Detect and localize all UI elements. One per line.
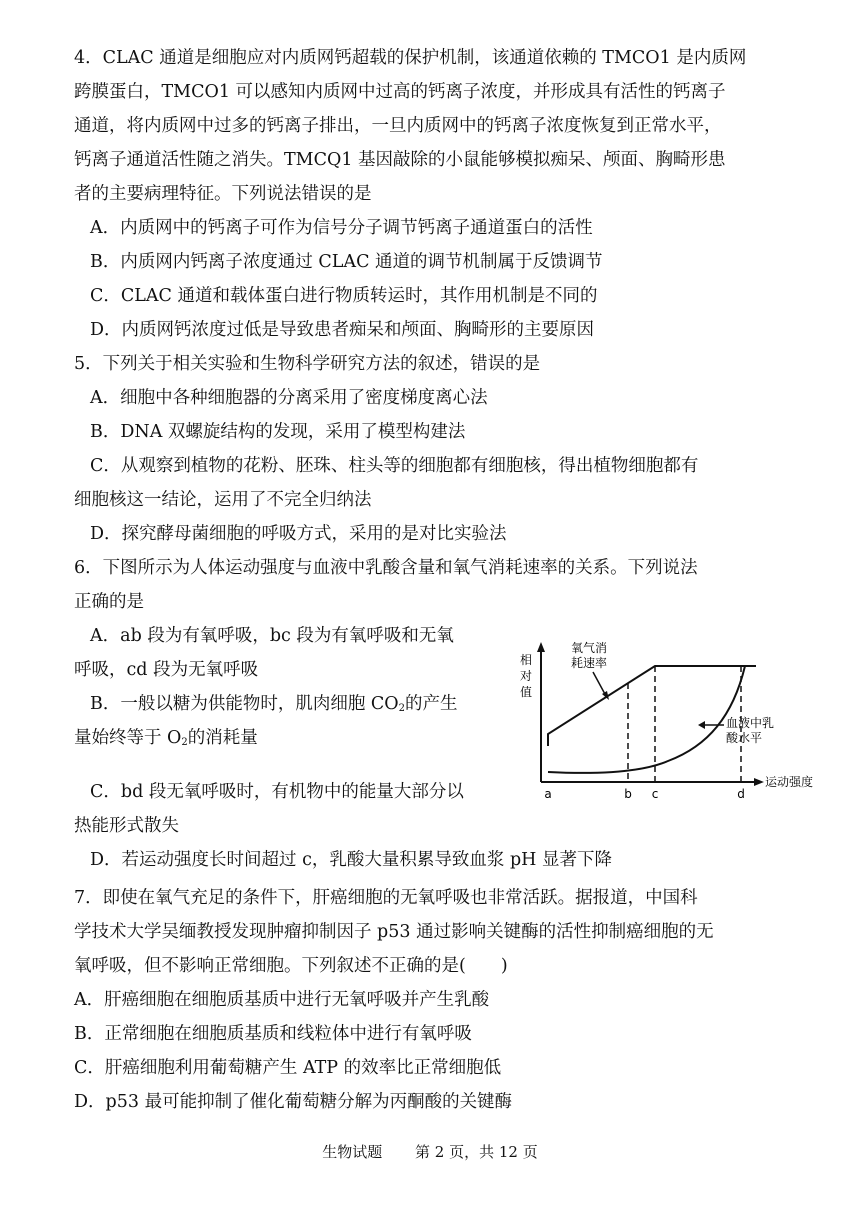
q4-stem-line-4: 钙离子通道活性随之消失。TMCQ1 基因敲除的小鼠能够模拟痴呆、颅面、胸畸形患 bbox=[74, 150, 726, 170]
lactate-pointer-head bbox=[698, 721, 705, 729]
q6-option-b-line-2 bbox=[74, 726, 258, 755]
q5-stem: 5．下列关于相关实验和生物科学研究方法的叙述，错误的是 bbox=[74, 354, 541, 374]
q5-option-c-line-2: 细胞核这一结论，运用了不完全归纳法 bbox=[74, 490, 372, 510]
q6-stem-line-1: 6．下图所示为人体运动强度与血液中乳酸含量和氧气消耗速率的关系。下列说法 bbox=[74, 558, 698, 578]
q7-option-a: A．肝癌细胞在细胞质基质中进行无氧呼吸并产生乳酸 bbox=[74, 990, 490, 1010]
q4-option-a: A．内质网中的钙离子可作为信号分子调节钙离子通道蛋白的活性 bbox=[90, 218, 593, 238]
o2-subscript: 2 bbox=[181, 737, 188, 748]
q5-option-d: D．探究酵母菌细胞的呼吸方式，采用的是对比实验法 bbox=[90, 524, 507, 544]
q4-stem-line-2: 跨膜蛋白，TMCO1 可以感知内质网中过高的钙离子浓度，并形成具有活性的钙离子 bbox=[74, 82, 726, 102]
q7-stem-line-1: 7．即使在氧气充足的条件下，肝癌细胞的无氧呼吸也非常活跃。据报道，中国科 bbox=[74, 888, 698, 908]
oxygen-label-1: 氧气消 bbox=[571, 641, 608, 655]
x-axis-arrow bbox=[754, 778, 764, 786]
q6-option-d: D．若运动强度长时间超过 c，乳酸大量积累导致血浆 pH 显著下降 bbox=[90, 850, 612, 870]
q4-option-d: D．内质网钙浓度过低是导致患者痴呆和颅面、胸畸形的主要原因 bbox=[90, 320, 595, 340]
q7-option-b: B．正常细胞在细胞质基质和线粒体中进行有氧呼吸 bbox=[74, 1024, 472, 1044]
y-axis-arrow bbox=[537, 642, 545, 652]
page-footer bbox=[0, 1141, 860, 1162]
exercise-diagram bbox=[508, 636, 828, 802]
lactate-curve bbox=[548, 666, 745, 773]
q6-option-b-text-2: 的产生 bbox=[405, 694, 458, 714]
co2-subscript: 2 bbox=[398, 703, 406, 714]
oxygen-pointer bbox=[593, 672, 606, 696]
q6-option-b-text-3: 量始终等于 O bbox=[74, 728, 182, 748]
q6-stem-line-2: 正确的是 bbox=[74, 592, 144, 612]
q7-stem-line-3: 氧呼吸，但不影响正常细胞。下列叙述不正确的是( ) bbox=[74, 956, 508, 976]
y-axis-label-3: 值 bbox=[519, 685, 533, 699]
q4-stem-line-3: 通道，将内质网中过多的钙离子排出，一旦内质网中的钙离子浓度恢复到正常水平， bbox=[74, 116, 722, 136]
tick-b: b bbox=[624, 787, 632, 801]
q7-stem-line-2: 学技术大学吴缅教授发现肿瘤抑制因子 p53 通过影响关键酶的活性抑制癌细胞的无 bbox=[74, 922, 714, 942]
q6-option-b-text-1: B．一般以糖为供能物时，肌肉细胞 CO bbox=[90, 694, 399, 714]
q4-option-b: B．内质网内钙离子浓度通过 CLAC 通道的调节机制属于反馈调节 bbox=[90, 252, 603, 272]
q4-option-c: C．CLAC 通道和载体蛋白进行物质转运时，其作用机制是不同的 bbox=[90, 286, 598, 306]
q7-option-d: D．p53 最可能抑制了催化葡萄糖分解为丙酮酸的关键酶 bbox=[74, 1092, 513, 1112]
q6-option-b-line-1 bbox=[90, 692, 458, 721]
footer-page-number: 第 2 页，共 12 页 bbox=[415, 1143, 538, 1161]
q7-option-c: C．肝癌细胞利用葡萄糖产生 ATP 的效率比正常细胞低 bbox=[74, 1058, 502, 1078]
tick-d: d bbox=[737, 787, 745, 801]
x-axis-label: 运动强度 bbox=[765, 775, 814, 789]
q5-option-b: B．DNA 双螺旋结构的发现，采用了模型构建法 bbox=[90, 422, 466, 442]
q6-option-a-line-2: 呼吸，cd 段为无氧呼吸 bbox=[74, 660, 259, 680]
tick-a: a bbox=[544, 787, 552, 801]
q4-stem-line-1: 4．CLAC 通道是细胞应对内质网钙超载的保护机制，该通道依赖的 TMCO1 是内质网 bbox=[74, 48, 747, 68]
oxygen-label-2: 耗速率 bbox=[571, 656, 608, 670]
y-axis-label-2: 对 bbox=[519, 669, 533, 683]
q6-option-c-line-1: C．bd 段无氧呼吸时，有机物中的能量大部分以 bbox=[90, 782, 464, 802]
lactate-label-1: 血液中乳 bbox=[726, 716, 775, 730]
q6-option-c-line-2: 热能形式散失 bbox=[74, 816, 179, 836]
y-axis-label-1: 相 bbox=[519, 653, 533, 667]
q6-option-a-line-1: A．ab 段为有氧呼吸，bc 段为有氧呼吸和无氧 bbox=[90, 626, 454, 646]
q4-stem-line-5: 者的主要病理特征。下列说法错误的是 bbox=[74, 184, 372, 204]
lactate-label-2: 酸水平 bbox=[726, 731, 763, 745]
oxygen-consumption-curve bbox=[548, 666, 756, 746]
q5-option-a: A．细胞中各种细胞器的分离采用了密度梯度离心法 bbox=[90, 388, 488, 408]
q6-option-b-text-4: 的消耗量 bbox=[187, 728, 258, 748]
q5-option-c-line-1: C．从观察到植物的花粉、胚珠、柱头等的细胞都有细胞核，得出植物细胞都有 bbox=[90, 456, 699, 476]
footer-subject: 生物试题 bbox=[322, 1143, 383, 1161]
tick-c: c bbox=[651, 787, 659, 801]
